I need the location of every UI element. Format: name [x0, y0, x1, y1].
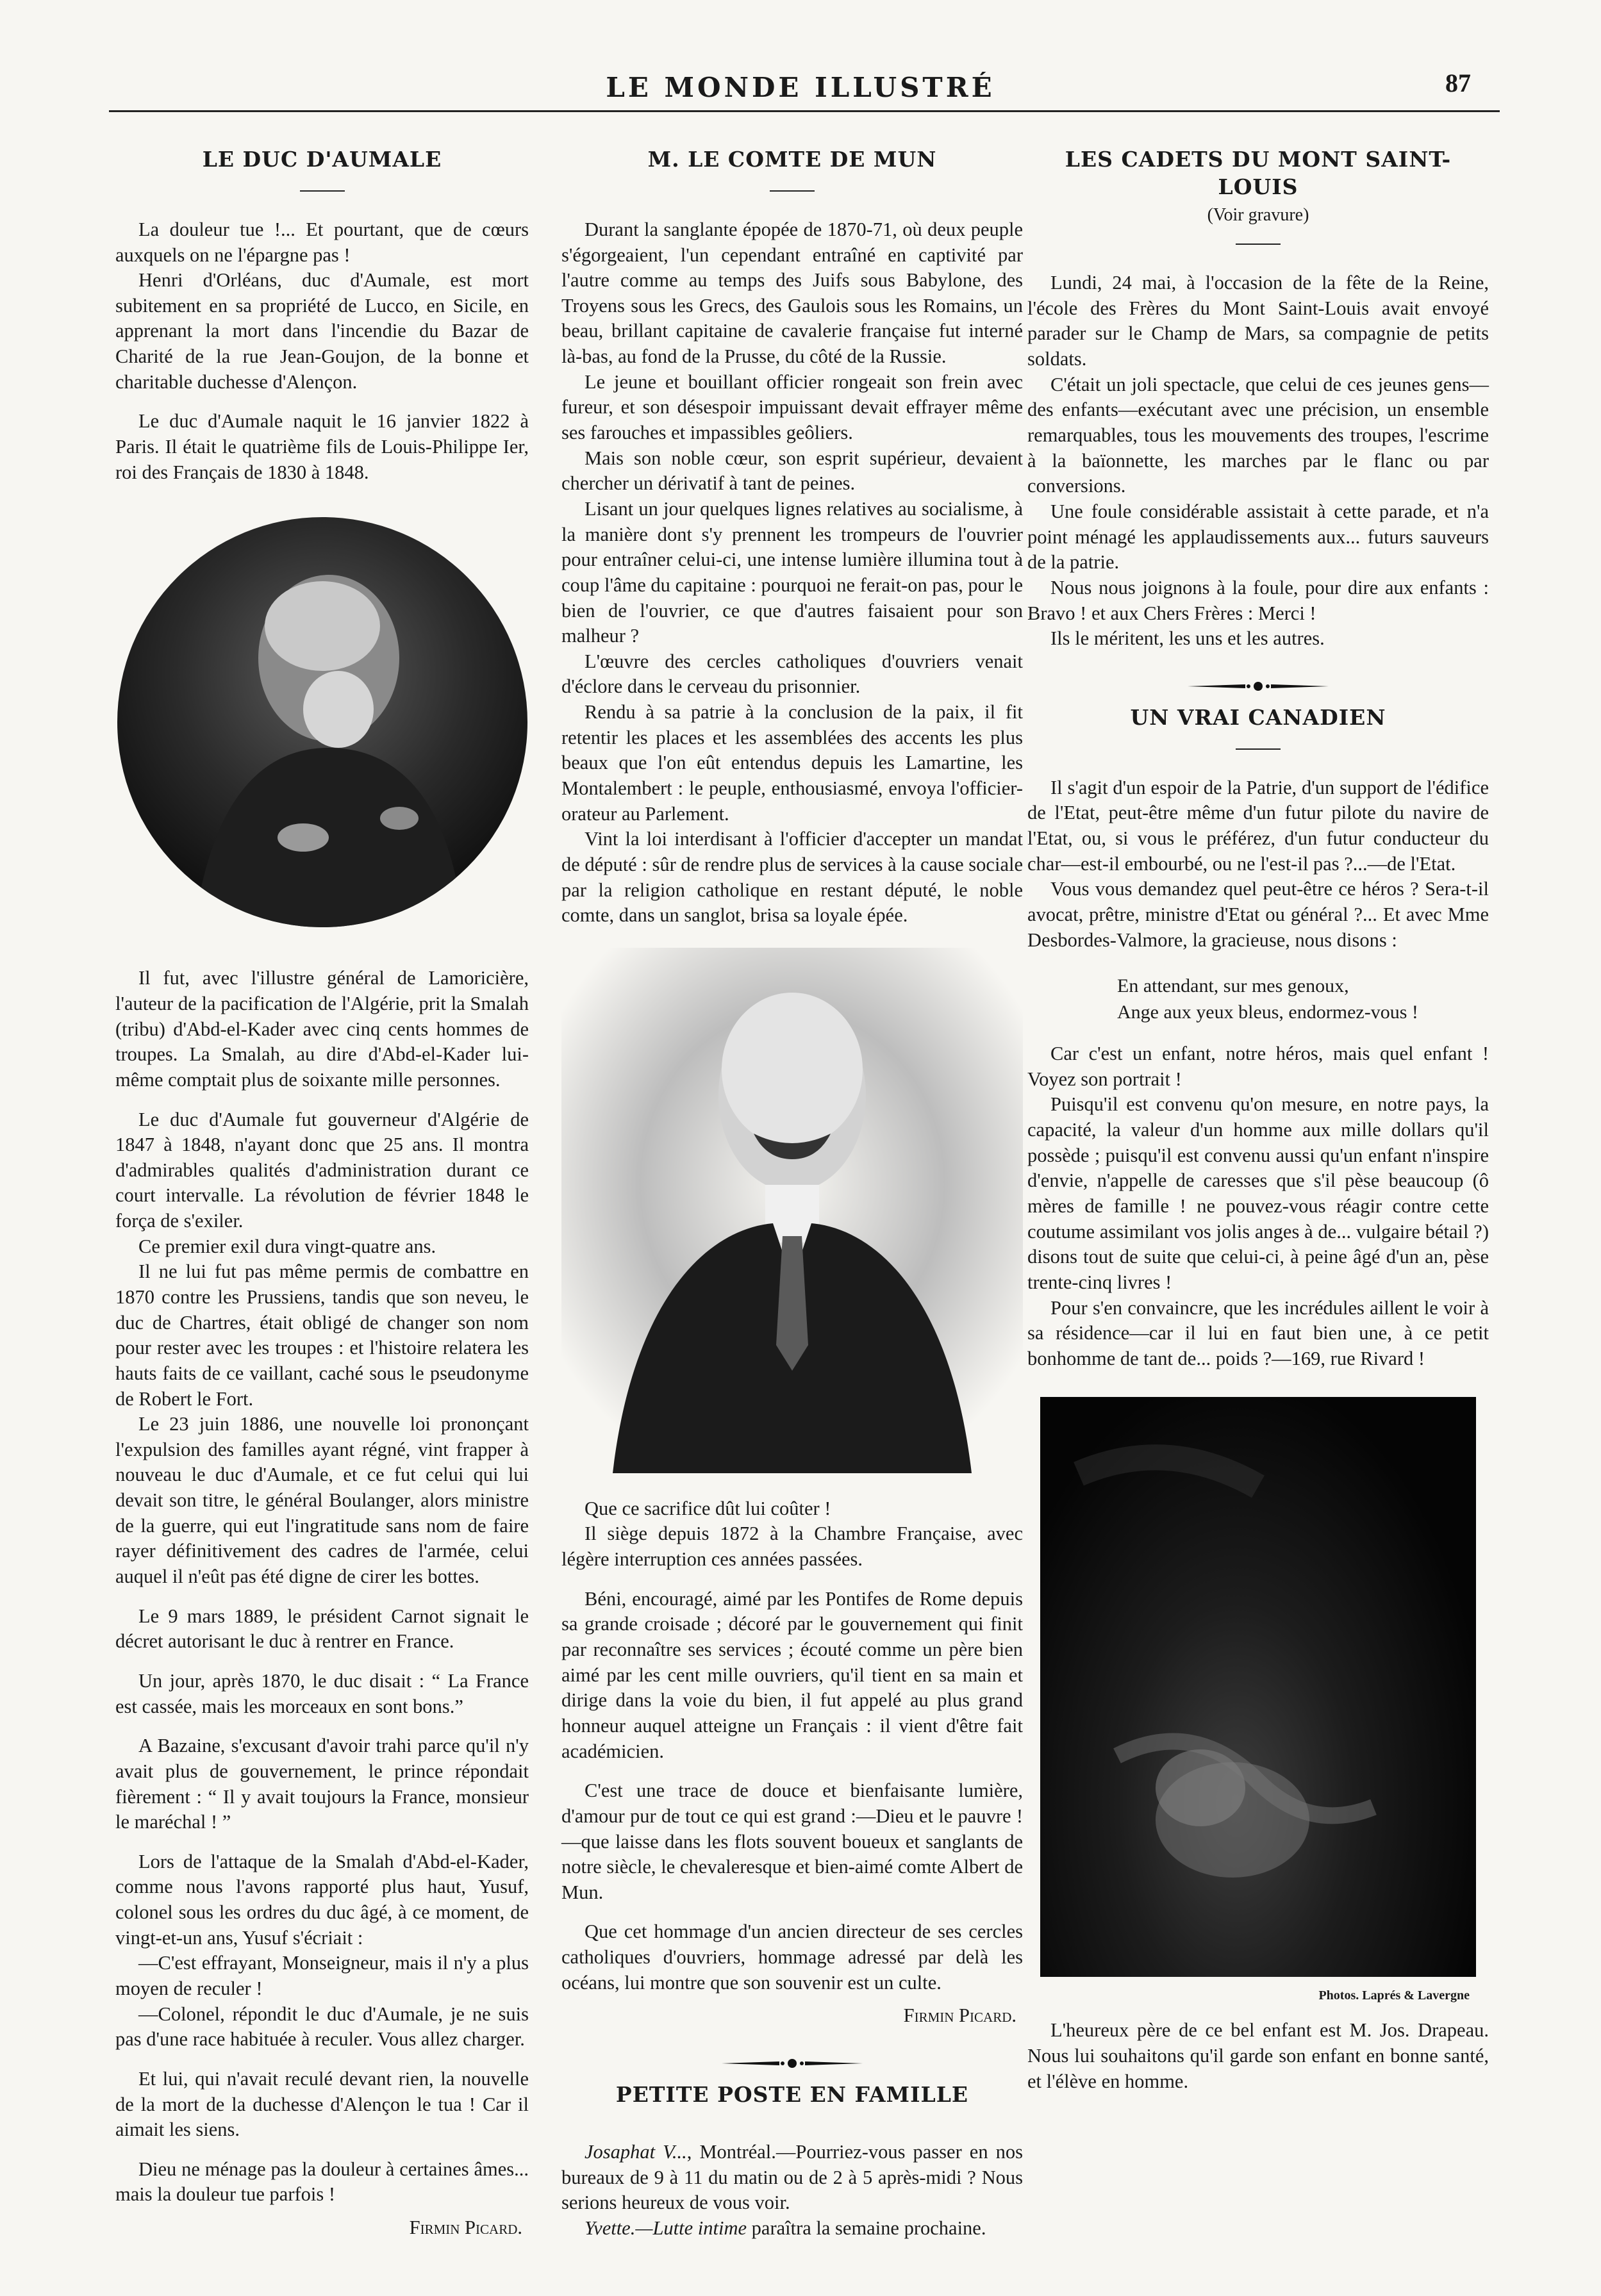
infant-photo-icon — [1040, 1397, 1476, 1977]
ornament-divider-icon — [561, 2057, 1023, 2070]
title-rule — [770, 190, 815, 192]
paragraph: L'œuvre des cercles catholiques d'ouvriers venait d'éclore dans le cerveau du prisonnier. — [561, 650, 1023, 698]
paragraph: Puisqu'il est convenu qu'on mesure, en notre pays, la capacité, la valeur d'un homme aux mille dollars qu'il possède ; puisqu'il est convenu aussi qu'un enfant n'inspire d'envie, n'appelle de caresses que s'il pèse beaucoup (ô mères de famille ! ne pouvez-vous réagir contre cette coutume assimilant vos jolis anges à de... vulgaire bétail ?) disons tout de suite que celui-ci, à peine âgé d'un an, pèse trente-cinq livres ! — [1027, 1093, 1489, 1293]
paragraph: Rendu à sa patrie à la conclusion de la paix, il fit retentir les places et les assemblées des accents les plus beaux que l'on eût entendus depuis les Lamartine, les Montalembert : le peuple, enthousiasmé, envoya l'officier-orateur au Parlement. — [561, 701, 1023, 825]
article-subtitle: (Voir gravure) — [1207, 204, 1309, 225]
paragraph: Le duc d'Aumale naquit le 16 janvier 1822 à Paris. Il était le quatrième fils de Louis-Philippe Ier, roi des Français de 1830 à 1848. — [115, 410, 529, 483]
paragraph: Dieu ne ménage pas la douleur à certaines âmes... mais la douleur tue parfois ! — [115, 2158, 529, 2206]
poste-entry: Yvette.—Lutte intime paraîtra la semaine prochaine. — [585, 2217, 986, 2239]
paragraph: Le 9 mars 1889, le président Carnot signait le décret autorisant le duc à rentrer en France. — [115, 1605, 529, 1653]
verse-line: Ange aux yeux bleus, endormez-vous ! — [1117, 1002, 1418, 1023]
article-title-comte-de-mun: M. LE COMTE DE MUN — [647, 147, 937, 172]
paragraph: Le jeune et bouillant officier rongeait son frein avec fureur, et son désespoir impuissant devait effrayer même ses farouches et impassibles geôliers. — [561, 370, 1023, 444]
column-cadets — [1027, 128, 1489, 2094]
ornament-divider-icon — [1027, 680, 1489, 693]
paragraph: —Colonel, répondit le duc d'Aumale, je ne suis pas d'une race habituée à reculer. Vous allez charger. — [115, 2003, 529, 2051]
paragraph: Ils le méritent, les uns et les autres. — [1050, 627, 1325, 650]
page-number: 87 — [1445, 69, 1471, 97]
paragraph: A Bazaine, s'excusant d'avoir trahi parce qu'il n'y avait plus de gouvernement, le prince répondait fièrement : “ Il y avait toujours la France, monsieur le maréchal ! ” — [115, 1735, 529, 1833]
article-title-petite-poste: PETITE POSTE EN FAMILLE — [615, 2082, 969, 2107]
paragraph: Il siège depuis 1872 à la Chambre Française, avec légère interruption ces années passées. — [561, 1523, 1023, 1571]
signature: Firmin Picard. — [903, 2004, 1016, 2027]
article-title-cadets: LES CADETS DU MONT SAINT-LOUIS — [1065, 147, 1452, 199]
masthead-title: LE MONDE ILLUSTRÉ — [606, 72, 995, 103]
verse-line: En attendant, sur mes genoux, — [1117, 975, 1349, 997]
paragraph: Nous nous joignons à la foule, pour dire aux enfants : Bravo ! et aux Chers Frères : Merci ! — [1027, 576, 1489, 624]
photo-caption: L'heureux père de ce bel enfant est M. Jos. Drapeau. Nous lui souhaitons qu'il garde son enfant en bonne santé, et l'élève en homme. — [1027, 2019, 1489, 2092]
paragraph: Ce premier exil dura vingt-quatre ans. — [138, 1235, 436, 1257]
paragraph: Lundi, 24 mai, à l'occasion de la fête de la Reine, l'école des Frères du Mont Saint-Louis avait envoyé parader sur le Champ de Mars, sa compagnie de petits soldats. — [1027, 272, 1489, 370]
header-rule — [109, 110, 1500, 112]
paragraph: Que cet hommage d'un ancien directeur de ses cercles catholiques d'ouvriers, hommage adressé par delà les océans, lui montre que son souvenir est un culte. — [561, 1920, 1023, 1994]
paragraph: Lors de l'attaque de la Smalah d'Abd-el-Kader, comme nous l'avons rapporté plus haut, Yusuf, colonel sous les ordres du duc âgé, à ce moment, de vingt-et-un ans, Yusuf s'écriait : — [115, 1850, 529, 1949]
paragraph: Mais son noble cœur, son esprit supérieur, devaient chercher un dérivatif à tant de peines. — [561, 447, 1023, 495]
paragraph: Et lui, qui n'avait reculé devant rien, la nouvelle de la mort de la duchesse d'Alençon le tua ! Car il aimait les siens. — [115, 2067, 529, 2141]
column-comte-de-mun — [561, 128, 1023, 2241]
paragraph: C'est une trace de douce et bienfaisante lumière, d'amour pur de tout ce qui est grand :—Dieu et le pauvre !—que laisse dans les flots souvent boueux et sanglants de notre siècle, le chevaleresque et bien-aimé comte Albert de Mun. — [561, 1780, 1023, 1903]
paragraph: Une foule considérable assistait à cette parade, et n'a point ménagé les applaudissements aux... futurs sauveurs de la patrie. — [1027, 500, 1489, 574]
paragraph: Vous vous demandez quel peut-être ce héros ? Sera-t-il avocat, prêtre, ministre d'Etat ou général ?... Et avec Mme Desbordes-Valmore, la gracieuse, nous disons : — [1027, 878, 1489, 951]
paragraph: Durant la sanglante épopée de 1870-71, où deux peuple s'égorgeaient, l'un cependant entraîné en captivité par l'autre comme au temps des Juifs sous Babylone, des Troyens sous les Grecs, des Gaulois sous les Romains, un beau, brillant capitaine de cavalerie française fut interné là-bas, au fond de la Prusse, du côté de la Russie. — [561, 218, 1023, 368]
column-duc-aumale — [115, 128, 529, 2241]
paragraph: Que ce sacrifice dût lui coûter ! — [585, 1497, 831, 1519]
paragraph: Lisant un jour quelques lignes relatives au socialisme, à la manière dont s'y prennent les trompeurs de l'ouvrier pour entraîner celui-ci, une intense lumière illumina tout à coup l'âme du capitaine : pourquoi ne ferait-on pas, pour le bien de l'ouvrier, ce que d'autres faisaient pour son malheur ? — [561, 497, 1023, 647]
paragraph: Vint la loi interdisant à l'officier d'accepter un mandat de député : sûr de rendre plus de services à la cause sociale par la religion catholique en restant député, le noble comte, dans un sanglot, brisa sa loyale épée. — [561, 828, 1023, 927]
article-title-duc-aumale: LE DUC D'AUMALE — [202, 147, 442, 172]
paragraph: Un jour, après 1870, le duc disait : “ La France est cassée, mais les morceaux en sont bons.” — [115, 1669, 529, 1717]
paragraph: Il s'agit d'un espoir de la Patrie, d'un support de l'édifice de l'Etat, peut-être même d'un futur pilote du navire de l'Etat, ou, si vous le préférez, d'un futur conducteur du char—est-il embourbé, ou ne l'est-il pas ?...—de l'Etat. — [1027, 776, 1489, 875]
verse-quote — [1117, 973, 1489, 1025]
signature: Firmin Picard. — [409, 2217, 522, 2239]
title-rule — [1236, 244, 1281, 245]
portrait-duc-aumale-icon — [117, 517, 527, 927]
article-title-vrai-canadien: UN VRAI CANADIEN — [1130, 704, 1386, 730]
paragraph: Car c'est un enfant, notre héros, mais quel enfant ! Voyez son portrait ! — [1027, 1043, 1489, 1090]
paragraph: Pour s'en convaincre, que les incrédules aillent le voir à sa résidence—car il lui en faut bien une, à ce petit bonhomme de tant de... poids ?—169, rue Rivard ! — [1027, 1296, 1489, 1369]
paragraph: Béni, encouragé, aimé par les Pontifes de Rome depuis sa grande croisade ; décoré par le gouvernement qui finit par reconnaître ses services ; écouté comme un père bien aimé par les cent mille ouvriers, qu'il tient en sa main et dirige dans la voie du bien, il fut appelé au plus grand honneur auquel atteigne un Français : il vient d'être fait académicien. — [561, 1587, 1023, 1762]
paragraph: Il ne lui fut pas même permis de combattre en 1870 contre les Prussiens, tandis que son neveu, le duc de Chartres, était obligé de changer son nom pour rester avec les troupes : et l'histoire relatera les hauts faits de ce vaillant, caché sous le pseudonyme de Robert le Fort. — [115, 1260, 529, 1410]
paragraph: Le duc d'Aumale fut gouverneur d'Algérie de 1847 à 1848, n'ayant donc que 25 ans. Il montra d'admirables qualités d'administration durant ce court intervalle. La révolution de février 1848 le força de s'exiler. — [115, 1108, 529, 1232]
paragraph: C'était un joli spectacle, que celui de ces jeunes gens—des enfants—exécutant avec une précision, un ensemble remarquables, tous les mouvements des troupes, l'escrime à la baïonnette, les marches par le flanc ou par conversions. — [1027, 373, 1489, 497]
poste-entry: Josaphat V..., Montréal.—Pourriez-vous passer en nos bureaux de 9 à 11 du matin ou de 2 à 5 après-midi ? Nous serions heureux de vous voir. — [561, 2140, 1023, 2214]
title-rule — [300, 190, 345, 192]
photo-credit: Photos. Laprés & Lavergne — [1318, 1988, 1470, 2003]
title-rule — [1236, 748, 1281, 750]
portrait-comte-de-mun-icon — [561, 948, 1023, 1473]
paragraph: Il fut, avec l'illustre général de Lamoricière, l'auteur de la pacification de l'Algérie, prit la Smalah (tribu) d'Abd-el-Kader avec cinq cents hommes de troupes. La Smalah, au dire d'Abd-el-Kader lui-même comptait plus de soixante mille personnes. — [115, 967, 529, 1091]
paragraph: La douleur tue !... Et pourtant, que de cœurs auxquels on ne l'épargne pas ! — [115, 218, 529, 266]
paragraph: Le 23 juin 1886, une nouvelle loi prononçant l'expulsion des familles ayant régné, vint frapper à nouveau le duc d'Aumale, et ce fut celui qui lui devait son titre, le général Boulanger, alors ministre de la guerre, qui eut l'ingratitude sans nom de faire rayer définitivement des cadres de l'armée, celui auquel il n'eût pas été digne de cirer les bottes. — [115, 1413, 529, 1588]
paragraph: Henri d'Orléans, duc d'Aumale, est mort subitement en sa propriété de Lucco, en Sicile, en apprenant la mort dans l'incendie du Bazar de Charité de la rue Jean-Goujon, de la bonne et charitable duchesse d'Alençon. — [115, 269, 529, 393]
paragraph: —C'est effrayant, Monseigneur, mais il n'y a plus moyen de reculer ! — [115, 1952, 529, 1999]
